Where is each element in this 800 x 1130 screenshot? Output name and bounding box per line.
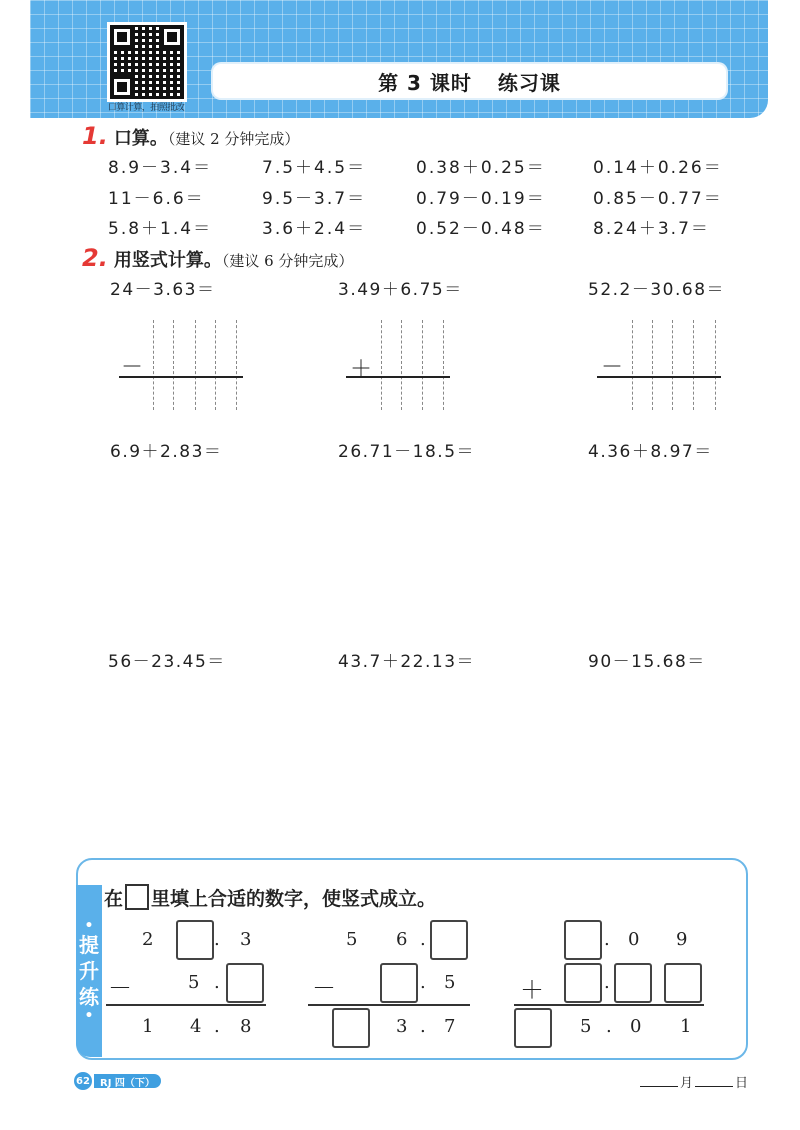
page-title <box>213 64 726 98</box>
answer-box[interactable] <box>226 963 264 1003</box>
qr-finder-icon <box>110 75 134 99</box>
vertical-calc-problem: 6.9＋2.83＝ <box>110 442 223 462</box>
decimal-point: . <box>420 929 426 950</box>
vertical-calc-problem: 52.2－30.68＝ <box>588 280 726 300</box>
vertical-calc-problem: 26.71－18.5＝ <box>338 442 476 462</box>
oral-problem: 3.6＋2.4＝ <box>262 219 367 239</box>
vertical-calc-problem: 56－23.45＝ <box>108 652 226 672</box>
answer-box[interactable] <box>514 1008 552 1048</box>
prompt-text: 里填上合适的数字，使竖式成立。 <box>151 888 437 910</box>
decimal-point: . <box>604 929 610 950</box>
vertical-calc-problem: 43.7＋22.13＝ <box>338 652 476 672</box>
vertical-calc-problem: 4.36＋8.97＝ <box>588 442 713 462</box>
digit: 6 <box>396 929 408 950</box>
vertical-calc-problem: 24－3.63＝ <box>110 280 216 300</box>
oral-problem: 0.79－0.19＝ <box>416 189 546 209</box>
decimal-point: . <box>214 1016 220 1037</box>
answer-box[interactable] <box>430 920 468 960</box>
vertical-calc-problem: 90－15.68＝ <box>588 652 706 672</box>
digit: 4 <box>190 1016 202 1037</box>
answer-box[interactable] <box>332 1008 370 1048</box>
minus-sign: － <box>312 974 336 1002</box>
decimal-point: . <box>214 972 220 993</box>
qr-code-icon[interactable] <box>107 22 187 102</box>
qr-caption: 口算计算，拍照批改 <box>107 103 185 113</box>
tab-char: 练 <box>79 985 99 1009</box>
lesson-title: 练习课 <box>497 70 561 95</box>
edition-label: RJ 四（下） <box>94 1074 161 1088</box>
digit: 1 <box>142 1016 154 1037</box>
tab-char: 提 <box>79 933 99 957</box>
page-number: 62 <box>74 1072 92 1090</box>
practice-tab: • 提 升 练 • <box>76 885 102 1057</box>
practice-prompt <box>104 884 436 911</box>
digit: 5 <box>444 972 456 993</box>
answer-box[interactable] <box>564 920 602 960</box>
lesson-number: 第 3 课时 <box>378 70 472 95</box>
qr-finder-icon <box>160 25 184 49</box>
decimal-point: . <box>420 972 426 993</box>
section-2-heading <box>82 244 353 272</box>
digit: 8 <box>240 1016 252 1037</box>
oral-problem: 0.38＋0.25＝ <box>416 158 546 178</box>
oral-problem: 0.85－0.77＝ <box>593 189 723 209</box>
blank-box-icon <box>125 884 149 910</box>
section-note: （建议 2 分钟完成） <box>167 130 300 148</box>
minus-sign: － <box>601 355 624 380</box>
section-number: 1. <box>82 122 108 150</box>
digit: 1 <box>680 1016 692 1037</box>
plus-sign: ＋ <box>350 357 373 382</box>
digit: 5 <box>580 1016 592 1037</box>
digit: 2 <box>142 929 154 950</box>
answer-box[interactable] <box>564 963 602 1003</box>
vertical-calc-problem: 3.49＋6.75＝ <box>338 280 463 300</box>
digit: 3 <box>240 929 252 950</box>
day-label: 日 <box>734 1076 748 1091</box>
plus-sign: ＋ <box>520 976 544 1004</box>
answer-box[interactable] <box>664 963 702 1003</box>
section-title: 口算。 <box>113 128 168 149</box>
decimal-point: . <box>420 1016 426 1037</box>
oral-problem: 0.52－0.48＝ <box>416 219 546 239</box>
oral-problem: 7.5＋4.5＝ <box>262 158 367 178</box>
date-fill <box>638 1072 748 1091</box>
decimal-point: . <box>604 972 610 993</box>
month-blank[interactable] <box>640 1086 678 1087</box>
oral-problem: 11－6.6＝ <box>108 189 205 209</box>
oral-problem: 8.9－3.4＝ <box>108 158 213 178</box>
vertical-calc-grid <box>115 320 245 410</box>
decimal-point: . <box>606 1016 612 1037</box>
section-number: 2. <box>82 244 108 272</box>
qr-finder-icon <box>110 25 134 49</box>
answer-box[interactable] <box>380 963 418 1003</box>
decimal-point: . <box>214 929 220 950</box>
tab-char: 升 <box>79 959 99 983</box>
digit: 7 <box>444 1016 456 1037</box>
digit: 9 <box>676 929 688 950</box>
month-label: 月 <box>679 1076 693 1091</box>
oral-problem: 0.14＋0.26＝ <box>593 158 723 178</box>
minus-sign: － <box>108 974 132 1002</box>
digit: 5 <box>346 929 358 950</box>
page-badge <box>74 1072 161 1090</box>
answer-box[interactable] <box>176 920 214 960</box>
digit: 3 <box>396 1016 408 1037</box>
answer-box[interactable] <box>614 963 652 1003</box>
oral-problem: 5.8＋1.4＝ <box>108 219 213 239</box>
section-1-heading <box>82 122 299 150</box>
section-note: （建议 6 分钟完成） <box>221 252 354 270</box>
section-title: 用竖式计算。 <box>113 250 222 271</box>
digit: 0 <box>628 929 640 950</box>
oral-problem: 9.5－3.7＝ <box>262 189 367 209</box>
vertical-calc-grid <box>344 320 454 410</box>
oral-problem: 8.24＋3.7＝ <box>593 219 710 239</box>
minus-sign: － <box>121 355 144 380</box>
digit: 5 <box>188 972 200 993</box>
vertical-calc-grid <box>595 320 725 410</box>
day-blank[interactable] <box>695 1086 733 1087</box>
digit: 0 <box>630 1016 642 1037</box>
prompt-text: 在 <box>104 888 124 910</box>
